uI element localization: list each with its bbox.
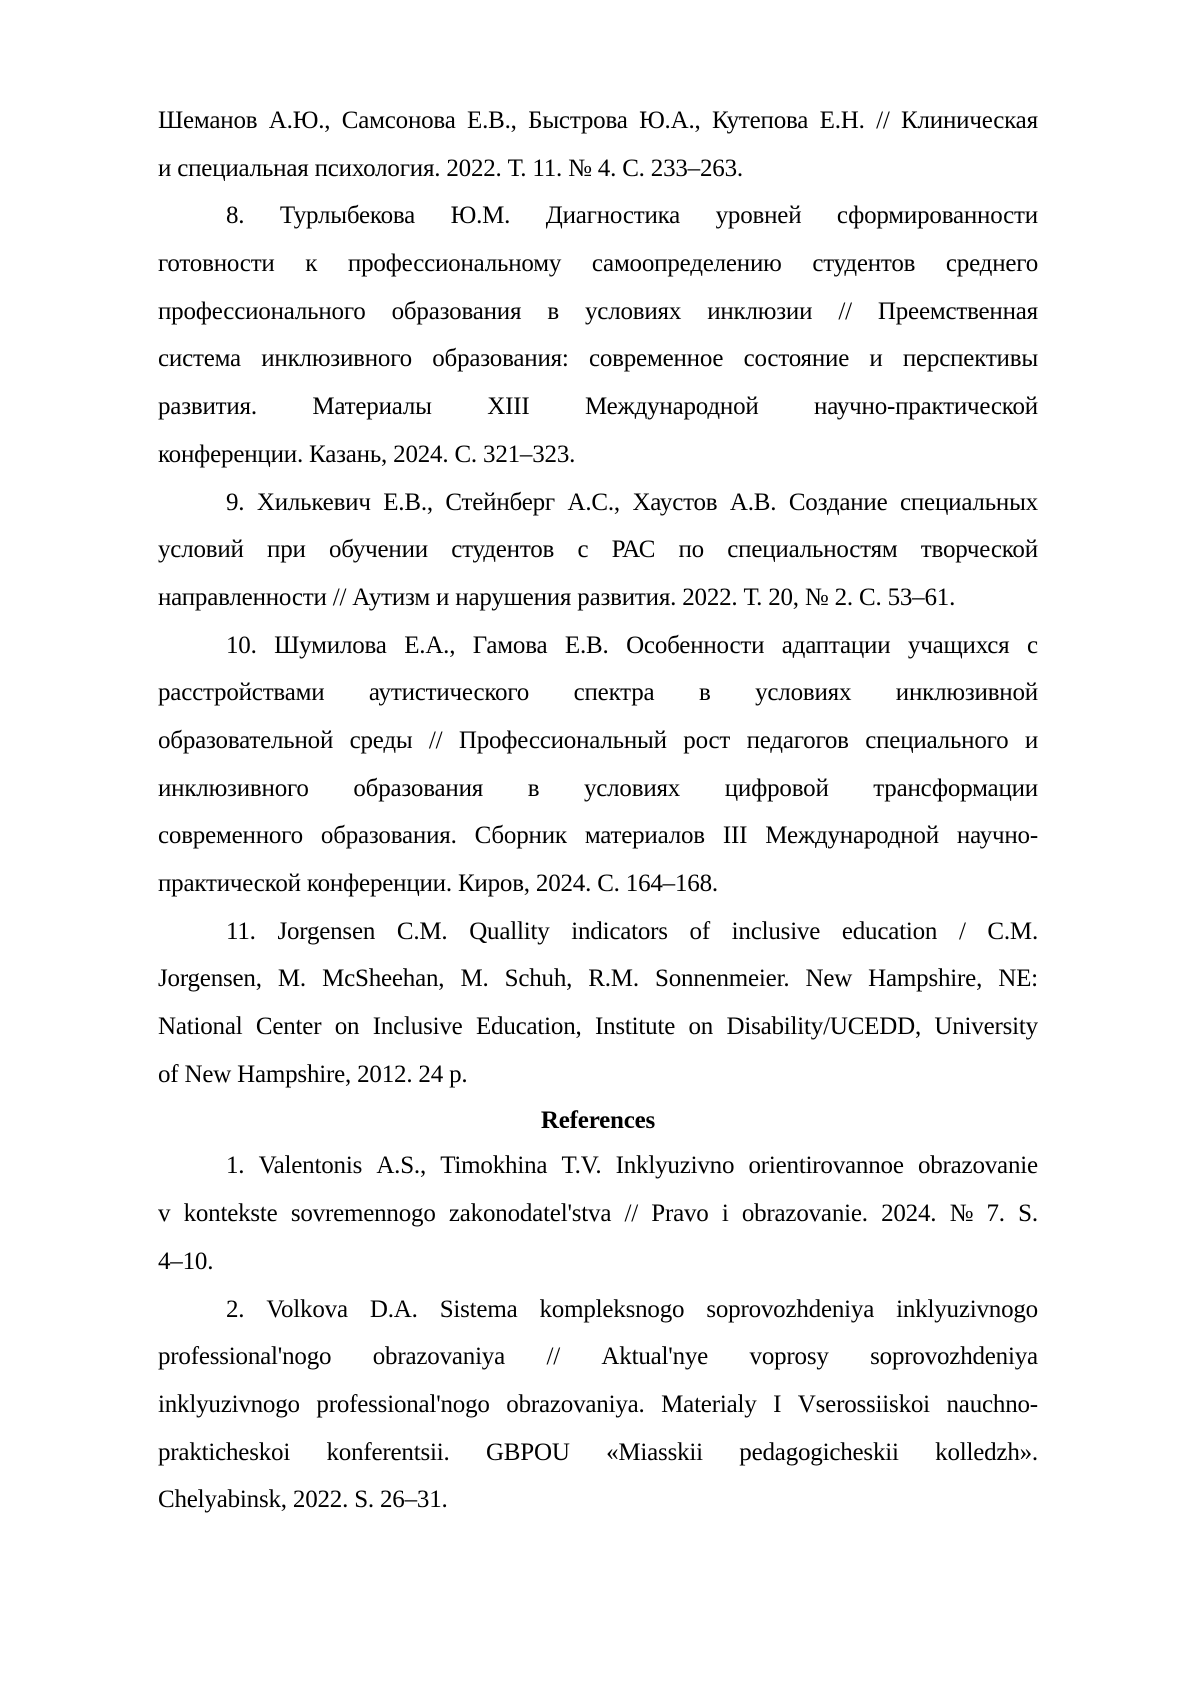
reference-7-continuation <box>158 97 1038 192</box>
text-line: Jorgensen, M. McSheehan, M. Schuh, R.M. Sonnenmeier. New Hampshire, NE: <box>158 965 1038 993</box>
text-line: расстройствами аутистического спектра в условиях инклюзивной <box>158 679 1038 707</box>
text-line: 8. Турлыбекова Ю.М. Диагностика уровней сформированности <box>226 202 1038 230</box>
reference-en-1 <box>158 1142 1038 1285</box>
text-line: Шеманов А.Ю., Самсонова Е.В., Быстрова Ю.А., Кутепова Е.Н. // Клиническая <box>158 107 1038 134</box>
text-line: 2. Volkova D.A. Sistema kompleksnogo soprovozhdeniya inklyuzivnogo <box>226 1295 1038 1323</box>
reference-11 <box>158 908 1038 1099</box>
text-line: Chelyabinsk, 2022. S. 26–31. <box>158 1486 448 1514</box>
text-line: 9. Хилькевич Е.В., Стейнберг А.С., Хаустов А.В. Создание специальных <box>226 488 1038 516</box>
text-line: развития. Материалы XIII Международной научно-практической <box>158 393 1038 421</box>
text-line: готовности к профессиональному самоопределению студентов среднего <box>158 250 1038 278</box>
text-line: конференции. Казань, 2024. С. 321–323. <box>158 440 576 468</box>
text-line: образовательной среды // Профессиональный рост педагогов специального и <box>158 726 1038 754</box>
reference-en-2 <box>158 1286 1038 1524</box>
text-line: prakticheskoi konferentsii. GBPOU «Miasskii pedagogicheskii kolledzh». <box>158 1438 1038 1466</box>
text-line: инклюзивного образования в условиях цифровой трансформации <box>158 774 1038 802</box>
text-line: и специальная психология. 2022. Т. 11. № 4. С. 233–263. <box>158 154 743 182</box>
text-line: направленности // Аутизм и нарушения развития. 2022. Т. 20, № 2. С. 53–61. <box>158 583 956 611</box>
text-line: условий при обучении студентов с РАС по специальностям творческой <box>158 536 1038 564</box>
references-heading: References <box>540 1107 656 1135</box>
text-line: 4–10. <box>158 1247 214 1275</box>
references-text-block <box>158 97 1038 1524</box>
text-line: система инклюзивного образования: современное состояние и перспективы <box>158 345 1038 373</box>
text-line: практической конференции. Киров, 2024. С. 164–168. <box>158 870 718 897</box>
text-line: inklyuzivnogo professional'nogo obrazovaniya. Materialy I Vserossiiskoi nauchno- <box>158 1390 1038 1418</box>
reference-10 <box>158 622 1038 908</box>
text-line: современного образования. Сборник материалов III Международной научно- <box>158 822 1038 850</box>
reference-8 <box>158 192 1038 478</box>
text-line: профессионального образования в условиях инклюзии // Преемственная <box>158 297 1038 325</box>
text-line: 1. Valentonis A.S., Timokhina T.V. Inklyuzivno orientirovannoe obrazovanie <box>226 1152 1038 1180</box>
text-line: professional'nogo obrazovaniya // Aktual'nye voprosy soprovozhdeniya <box>158 1343 1038 1371</box>
text-line: 10. Шумилова Е.А., Гамова Е.В. Особенности адаптации учащихся с <box>226 631 1038 659</box>
text-line: National Center on Inclusive Education, Institute on Disability/UCEDD, University <box>158 1013 1038 1041</box>
text-line: of New Hampshire, 2012. 24 p. <box>158 1060 468 1088</box>
text-line: 11. Jorgensen C.M. Quallity indicators of inclusive education / C.M. <box>226 917 1038 945</box>
text-line: v kontekste sovremennogo zakonodatel'stva // Pravo i obrazovanie. 2024. № 7. S. <box>158 1200 1038 1228</box>
reference-9 <box>158 479 1038 622</box>
